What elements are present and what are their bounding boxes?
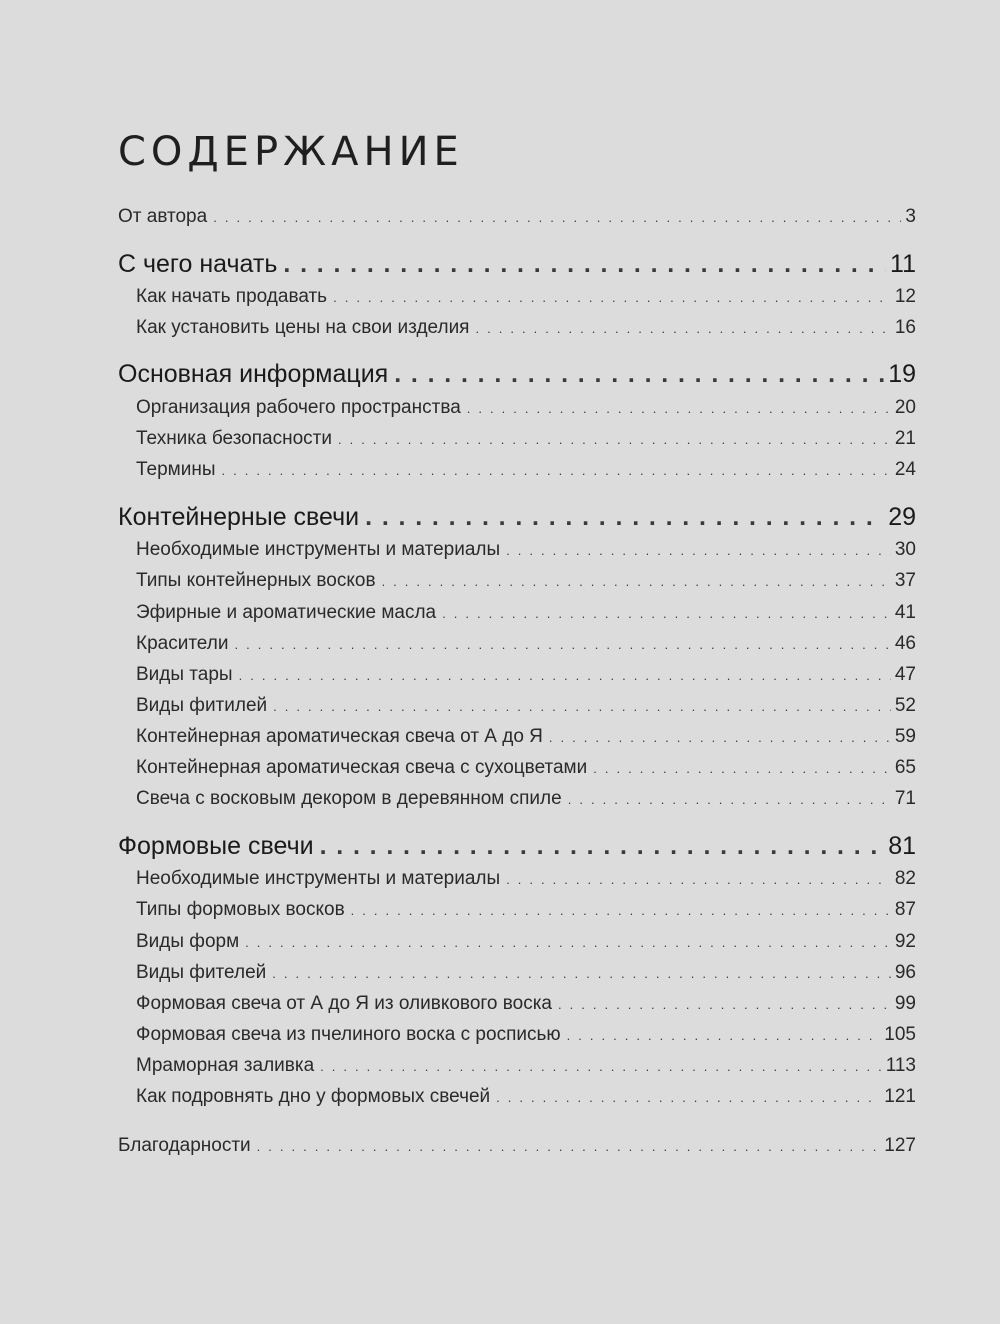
toc-chapter-label: С чего начать [118, 250, 278, 278]
dot-leader [272, 961, 891, 987]
toc-entry[interactable] [136, 755, 916, 782]
dot-leader [333, 285, 891, 311]
toc-chapter-label: Основная информация [118, 360, 389, 388]
dot-leader [442, 601, 891, 627]
dot-leader [394, 358, 884, 390]
toc-entry[interactable] [136, 929, 916, 956]
toc-entry-label: Благодарности [118, 1135, 251, 1156]
toc-entry-label: Виды фитилей [136, 695, 268, 716]
dot-leader [222, 458, 891, 484]
toc-entry-page: 24 [894, 459, 916, 480]
toc-chapter-getting-started[interactable] [118, 248, 916, 280]
toc-entry-label: Виды тары [136, 664, 233, 685]
dot-leader [593, 756, 891, 782]
dot-leader [568, 787, 891, 813]
toc-entry-page: 3 [905, 206, 916, 227]
toc-entry[interactable] [136, 960, 916, 987]
toc-entry-label: Контейнерная ароматическая свеча от А до Я [136, 726, 543, 747]
dot-leader [365, 501, 884, 533]
toc-entry-label: Виды фителей [136, 962, 267, 983]
toc-chapter-page: 19 [888, 360, 916, 388]
toc-entry-label: Как начать продавать [136, 286, 328, 307]
dot-leader [351, 898, 891, 924]
toc-entry-label: Необходимые инструменты и материалы [136, 539, 501, 560]
toc-entry-page: 105 [884, 1024, 916, 1045]
dot-leader [567, 1023, 881, 1049]
toc-chapter-page: 29 [888, 503, 916, 531]
toc-entry-page: 30 [894, 539, 916, 560]
dot-leader [234, 632, 890, 658]
toc-entry-label: От автора [118, 206, 208, 227]
toc-entry-label: Организация рабочего пространства [136, 397, 461, 418]
dot-leader [320, 1054, 882, 1080]
toc-page [118, 0, 916, 1324]
toc-entry-acknowledgements[interactable] [118, 1133, 916, 1160]
dot-leader [549, 725, 891, 751]
toc-entry[interactable] [136, 866, 916, 893]
dot-leader [558, 992, 891, 1018]
toc-entry-page: 96 [894, 962, 916, 983]
dot-leader [338, 427, 891, 453]
page-title: СОДЕРЖАНИЕ [118, 129, 464, 175]
dot-leader [506, 867, 891, 893]
toc-entry[interactable] [136, 457, 916, 484]
toc-entry[interactable] [136, 786, 916, 813]
toc-entry-label: Красители [136, 633, 229, 654]
dot-leader [475, 316, 890, 342]
toc-entry-page: 127 [884, 1135, 916, 1156]
toc-entry[interactable] [136, 991, 916, 1018]
toc-chapter-page: 81 [888, 832, 916, 860]
toc-entry-page: 12 [894, 286, 916, 307]
toc-entry-page: 46 [894, 633, 916, 654]
toc-entry-label: Формовая свеча из пчелиного воска с росписью [136, 1024, 561, 1045]
toc-chapter-container-candles[interactable] [118, 501, 916, 533]
toc-entry-page: 113 [885, 1055, 916, 1076]
dot-leader [273, 694, 891, 720]
dot-leader [467, 396, 891, 422]
toc-entry[interactable] [136, 426, 916, 453]
toc-entry-page: 59 [894, 726, 916, 747]
toc-entry-label: Виды форм [136, 931, 240, 952]
toc-entry[interactable] [136, 600, 916, 627]
toc-entry[interactable] [136, 568, 916, 595]
toc-entry[interactable] [136, 693, 916, 720]
toc-entry-page: 71 [894, 788, 916, 809]
toc-entry-page: 121 [884, 1086, 916, 1107]
toc-entry[interactable] [136, 897, 916, 924]
toc-entry-label: Типы формовых восков [136, 899, 345, 920]
toc-entry-from-author[interactable] [118, 204, 916, 231]
dot-leader [239, 663, 891, 689]
toc-entry[interactable] [136, 1053, 916, 1080]
toc-entry-page: 92 [894, 931, 916, 952]
toc-entry[interactable] [136, 724, 916, 751]
toc-chapter-label: Контейнерные свечи [118, 503, 360, 531]
toc-entry-page: 20 [894, 397, 916, 418]
toc-entry-page: 47 [894, 664, 916, 685]
toc-chapter-label: Формовые свечи [118, 832, 314, 860]
dot-leader [257, 1134, 881, 1160]
toc-entry-label: Как установить цены на свои изделия [136, 317, 470, 338]
toc-entry[interactable] [136, 537, 916, 564]
toc-entry-label: Свеча с восковым декором в деревянном спиле [136, 788, 562, 809]
dot-leader [496, 1085, 880, 1111]
toc-chapter-basic-info[interactable] [118, 358, 916, 390]
toc-entry[interactable] [136, 631, 916, 658]
dot-leader [320, 830, 885, 862]
toc-entry-label: Необходимые инструменты и материалы [136, 868, 501, 889]
dot-leader [382, 569, 891, 595]
toc-entry-page: 99 [894, 993, 916, 1014]
toc-entry-page: 87 [894, 899, 916, 920]
toc-entry-label: Формовая свеча от А до Я из оливкового воска [136, 993, 552, 1014]
dot-leader [506, 538, 891, 564]
toc-entry[interactable] [136, 662, 916, 689]
toc-entry-page: 65 [894, 757, 916, 778]
toc-entry-page: 21 [894, 428, 916, 449]
toc-entry-label: Типы контейнерных восков [136, 570, 376, 591]
dot-leader [283, 248, 886, 280]
toc-entry[interactable] [136, 284, 916, 311]
toc-entry-page: 52 [894, 695, 916, 716]
toc-entry-label: Мраморная заливка [136, 1055, 315, 1076]
toc-chapter-mold-candles[interactable] [118, 830, 916, 862]
toc-entry-page: 41 [894, 602, 916, 623]
dot-leader [245, 930, 891, 956]
toc-entry[interactable] [136, 1022, 916, 1049]
toc-chapter-page: 11 [890, 250, 916, 278]
toc-entry-page: 37 [894, 570, 916, 591]
toc-entry-page: 82 [894, 868, 916, 889]
toc-entry[interactable] [136, 1084, 916, 1111]
toc-entry[interactable] [136, 315, 916, 342]
toc-entry-label: Эфирные и ароматические масла [136, 602, 437, 623]
dot-leader [213, 205, 901, 231]
toc-entry-label: Как подровнять дно у формовых свечей [136, 1086, 491, 1107]
toc-entry-label: Термины [136, 459, 216, 480]
toc-entry-page: 16 [894, 317, 916, 338]
toc-entry[interactable] [136, 395, 916, 422]
toc-entry-label: Техника безопасности [136, 428, 332, 449]
toc-entry-label: Контейнерная ароматическая свеча с сухоцветами [136, 757, 588, 778]
